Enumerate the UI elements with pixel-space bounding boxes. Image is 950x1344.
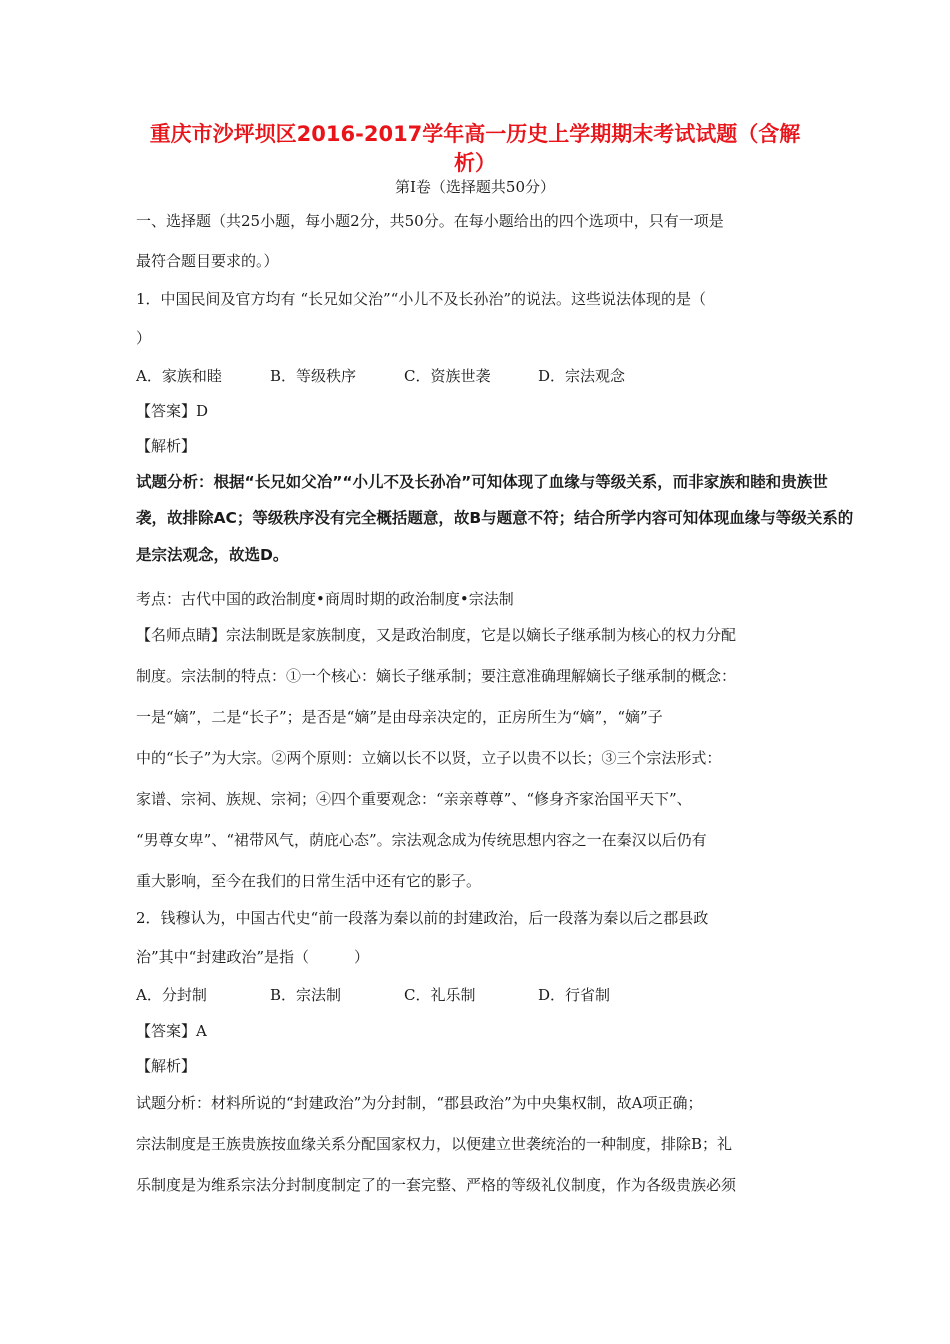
q1-analysis-line: 是宗法观念，故选D。 <box>136 546 289 564</box>
instructions-line: 一、选择题（共25小题，每小题2分，共50分。在每小题给出的四个选项中，只有一项是 <box>136 212 724 230</box>
q2-answer: 【答案】A <box>136 1022 207 1040</box>
q1-kaodian: 考点：古代中国的政治制度•商周时期的政治制度•宗法制 <box>136 590 514 608</box>
q1-option-c: C．资族世袭 <box>404 367 491 385</box>
q1-options <box>136 366 625 386</box>
section-subtitle: 第I卷（选择题共50分） <box>394 178 555 196</box>
instructions-line: 最符合题目要求的。） <box>136 252 279 270</box>
q2-options <box>136 985 610 1005</box>
q2-option-c: C．礼乐制 <box>404 986 476 1004</box>
q1-mingshi-line: 制度。宗法制的特点：①一个核心：嫡长子继承制；要注意准确理解嫡长子继承制的概念： <box>136 667 737 685</box>
q1-option-d: D．宗法观念 <box>538 367 626 385</box>
q1-analysis-line: 袭，故排除AC；等级秩序没有完全概括题意，故B与题意不符；结合所学内容可知体现血缘与等级关系的 <box>136 509 854 527</box>
q2-option-a: A．分封制 <box>136 986 207 1004</box>
q2-analysis-line: 宗法制度是王族贵族按血缘关系分配国家权力，以便建立世袭统治的一种制度，排除B；礼 <box>136 1135 733 1153</box>
q1-mingshi-line: “男尊女卑”、“裙带风气，荫庇心态”。宗法观念成为传统思想内容之一在秦汉以后仍有 <box>136 831 707 849</box>
document-title-line-1: 重庆市沙坪坝区2016-2017学年高一历史上学期期末考试试题（含解 <box>149 122 801 146</box>
q2-stem-line: 治”其中“封建政治”是指（ ） <box>136 948 370 966</box>
document-title <box>120 120 830 178</box>
q1-mingshi-line: 家谱、宗祠、族规、宗祠；④四个重要观念：“亲亲尊尊”、“修身齐家治国平天下”、 <box>136 790 692 808</box>
q1-mingshi-line: 【名师点睛】宗法制既是家族制度，又是政治制度，它是以嫡长子继承制为核心的权力分配 <box>136 626 737 644</box>
q1-analysis-line: 试题分析：根据“长兄如父冶”“小儿不及长孙冶”可知体现了血缘与等级关系，而非家族和睦和贵族世 <box>136 473 828 491</box>
q2-option-b: B．宗法制 <box>270 986 342 1004</box>
q2-analysis-label: 【解析】 <box>136 1057 197 1075</box>
q1-mingshi-line: 一是“嫡”，二是“长子”；是否是“嫡”是由母亲决定的，正房所生为“嫡”，“嫡”子 <box>136 708 663 726</box>
q1-stem-line: 1．中国民间及官方均有 “长兄如父治”“小儿不及长孙治”的说法。这些说法体现的是（ <box>136 290 706 308</box>
q2-option-d: D．行省制 <box>538 986 611 1004</box>
q2-stem-line: 2．钱穆认为，中国古代史“前一段落为秦以前的封建政治，后一段落为秦以后之郡县政 <box>136 909 709 927</box>
q1-answer: 【答案】D <box>136 402 209 420</box>
q1-mingshi-line: 中的“长子”为大宗。②两个原则：立嫡以长不以贤，立子以贵不以长；③三个宗法形式： <box>136 749 722 767</box>
q1-mingshi-line: 重大影响，至今在我们的日常生活中还有它的影子。 <box>136 872 482 890</box>
q1-stem-line: ） <box>136 329 152 347</box>
q1-analysis-label: 【解析】 <box>136 437 197 455</box>
q1-option-a: A．家族和睦 <box>136 367 222 385</box>
q2-analysis-line: 乐制度是为维系宗法分封制度制定了的一套完整、严格的等级礼仪制度，作为各级贵族必须 <box>136 1176 737 1194</box>
q1-option-b: B．等级秩序 <box>270 367 357 385</box>
q2-analysis-line: 试题分析：材料所说的“封建政治”为分封制，“郡县政治”为中央集权制，故A项正确； <box>136 1094 703 1112</box>
document-title-line-2: 析） <box>454 151 496 175</box>
